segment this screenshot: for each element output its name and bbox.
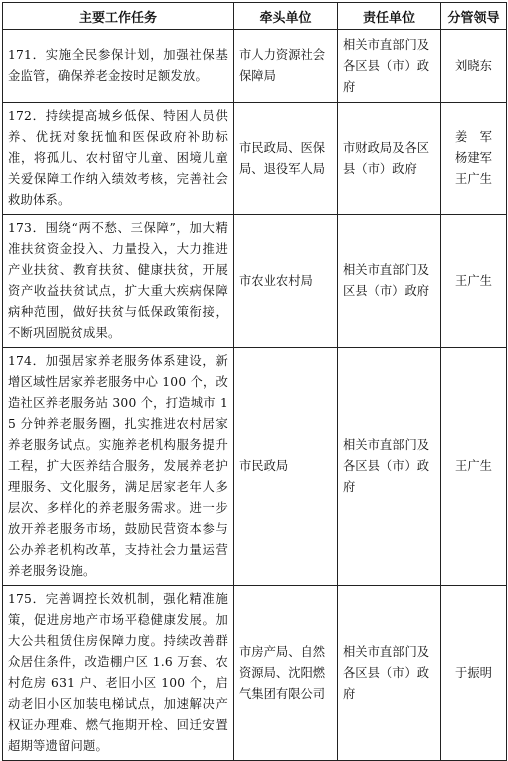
task-table bbox=[2, 2, 507, 761]
task-cell: 173．围绕“两不愁、三保障”，加大精准扶贫资金投入、力量投入，大力推进产业扶贫、教育扶贫、健康扶贫，开展资产收益扶贫试点，扩大重大疾病保障病种范围，做好扶贫与低保政策衔接，不断巩固脱贫成果。 bbox=[3, 215, 234, 348]
leader-name: 王广生 bbox=[455, 459, 492, 473]
task-cell: 174．加强居家养老服务体系建设，新增区域性居家养老服务中心 100 个，改造社区养老服务站 300 个，打造城市 15 分钟养老服务圈，扎实推进农村居家养老服务试点。实施养老机构服务提升工程，扩大医养结合服务，发展养老护理服务、文化服务，满足居家老年人多层次、多样化的养老服务需求。进一步放开养老服务市场，鼓励民营资本参与公办养老机构改革，支持社会力量运营养老服务设施。 bbox=[3, 348, 234, 586]
task-cell: 172．持续提高城乡低保、特困人员供养、优抚对象抚恤和医保政府补助标准，将孤儿、农村留守儿童、困境儿童关爱保障工作纳入绩效考核，完善社会救助体系。 bbox=[3, 103, 234, 215]
leader-name: 王广生 bbox=[455, 273, 492, 288]
leader-name: 于振明 bbox=[455, 665, 492, 680]
responsible-unit-cell: 市财政局及各区县（市）政府 bbox=[338, 103, 441, 215]
lead-unit-cell: 市民政局 bbox=[234, 348, 338, 586]
header-lead-unit: 牵头单位 bbox=[234, 3, 338, 30]
leader-name: 杨建军 bbox=[455, 151, 492, 165]
lead-unit-cell: 市民政局、医保局、退役军人局 bbox=[234, 103, 338, 215]
leader-cell bbox=[441, 586, 507, 761]
table-row bbox=[3, 348, 507, 586]
leader-name: 王广生 bbox=[455, 172, 492, 186]
leader-cell bbox=[441, 30, 507, 103]
responsible-unit-cell: 相关市直部门及各区县（市）政府 bbox=[338, 30, 441, 103]
responsible-unit-cell: 相关市直部门及各区县（市）政府 bbox=[338, 586, 441, 761]
responsible-unit-cell: 相关市直部门及区县（市）政府 bbox=[338, 215, 441, 348]
table-row bbox=[3, 103, 507, 215]
lead-unit-cell: 市房产局、自然资源局、沈阳燃气集团有限公司 bbox=[234, 586, 338, 761]
table-row bbox=[3, 586, 507, 761]
leader-name: 姜 军 bbox=[455, 130, 492, 144]
table-row bbox=[3, 30, 507, 103]
task-cell: 175．完善调控长效机制，强化精准施策，促进房地产市场平稳健康发展。加大公共租赁住房保障力度。持续改善群众居住条件，改造棚户区 1.6 万套、农村危房 631 户、老旧小区 100 个，启动老旧小区加装电梯试点，加速解决产权证办理难、燃气拖期开栓、回迁安置超期等遗留问题。 bbox=[3, 586, 234, 761]
lead-unit-cell: 市农业农村局 bbox=[234, 215, 338, 348]
header-responsible-unit: 责任单位 bbox=[338, 3, 441, 30]
table-row bbox=[3, 215, 507, 348]
leader-cell bbox=[441, 103, 507, 215]
leader-cell bbox=[441, 348, 507, 586]
responsible-unit-cell: 相关市直部门及各区县（市）政府 bbox=[338, 348, 441, 586]
leader-name: 刘晓东 bbox=[455, 58, 492, 73]
table-header-row bbox=[3, 3, 507, 30]
leader-cell bbox=[441, 215, 507, 348]
header-task: 主要工作任务 bbox=[3, 3, 234, 30]
lead-unit-cell: 市人力资源社会保障局 bbox=[234, 30, 338, 103]
document-page bbox=[0, 2, 508, 753]
header-leader: 分管领导 bbox=[441, 3, 507, 30]
task-cell: 171．实施全民参保计划，加强社保基金监管，确保养老金按时足额发放。 bbox=[3, 30, 234, 103]
